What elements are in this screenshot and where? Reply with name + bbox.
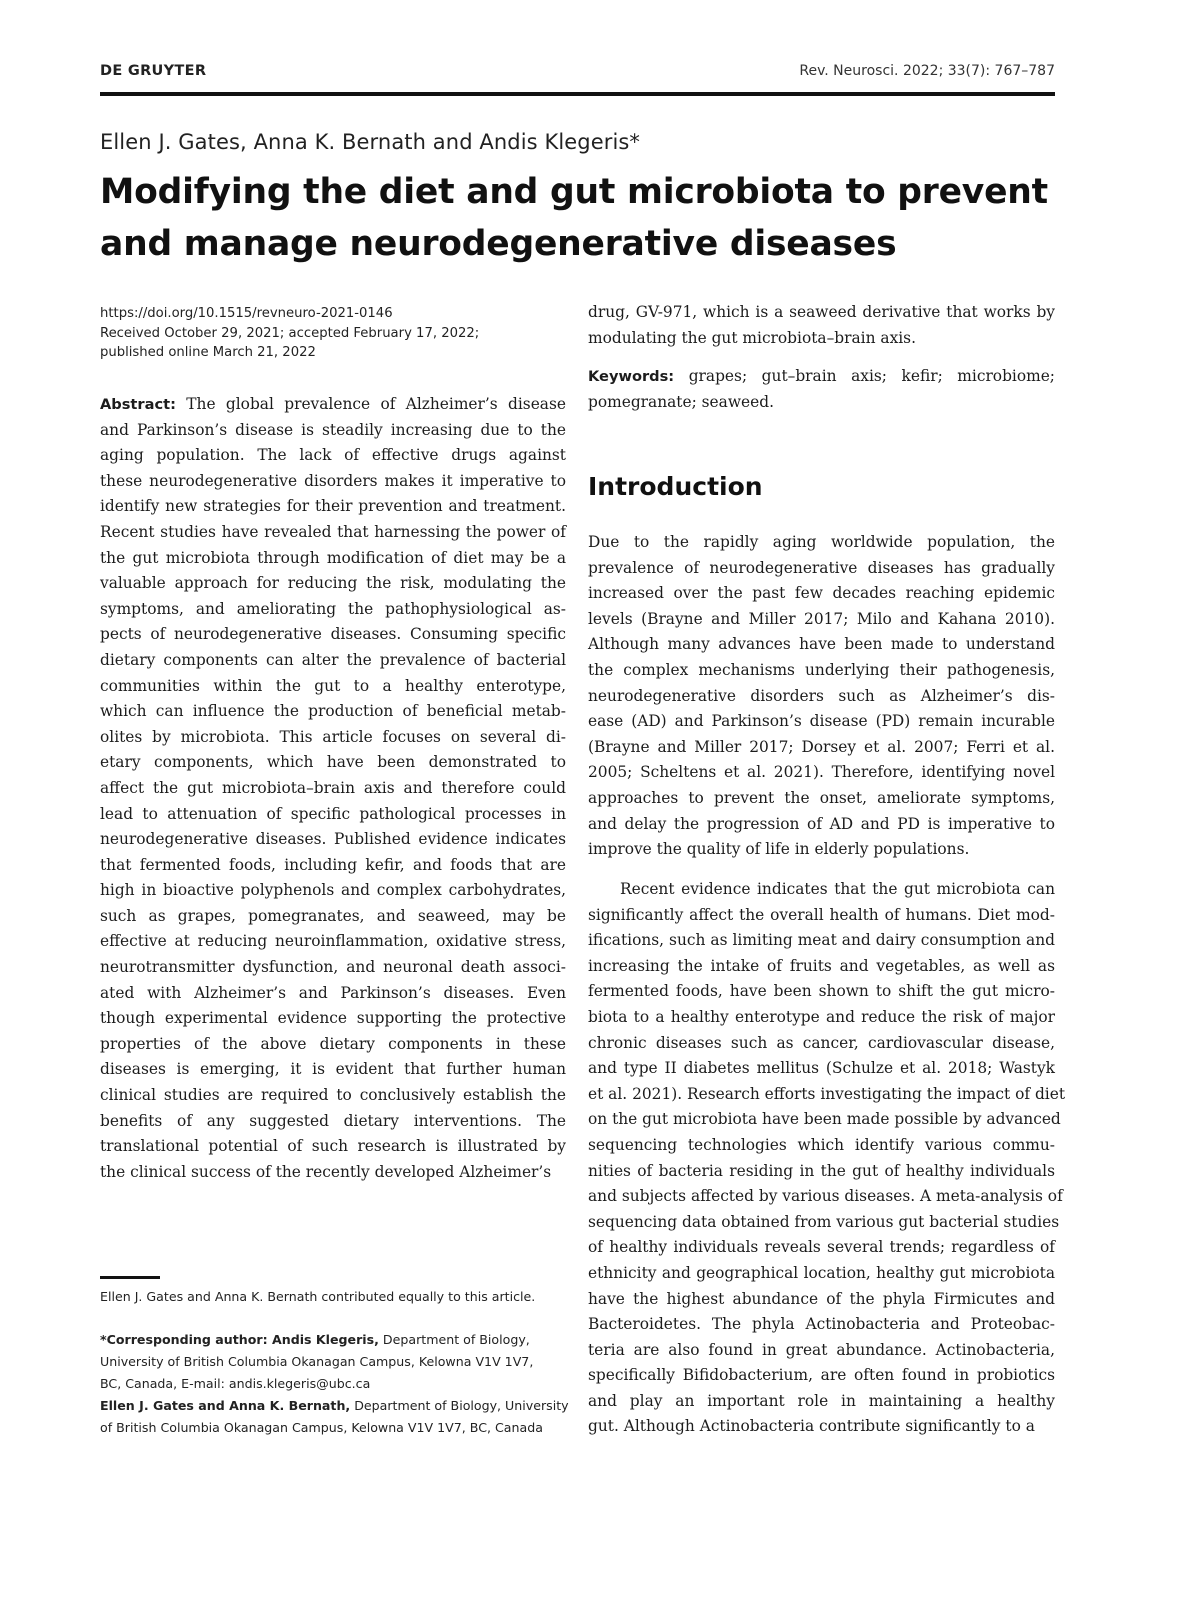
- text-line: translational potential of such research is illustrated by: [100, 1137, 566, 1156]
- text-line: diseases is emerging, it is evident that further human: [100, 1060, 566, 1079]
- title-line: Modifying the diet and gut microbiota to prevent: [100, 172, 1048, 212]
- journal-citation: Rev. Neurosci. 2022; 33(7): 767–787: [799, 63, 1055, 79]
- text-line: fermented foods, have been shown to shift the gut micro-: [588, 982, 1055, 1001]
- footnote-line: BC, Canada, E-mail: andis.klegeris@ubc.ca: [100, 1376, 371, 1391]
- text-line: (Brayne and Miller 2017; Dorsey et al. 2007; Ferri et al.: [588, 737, 1055, 756]
- text-line: Bacteroidetes. The phyla Actinobacteria and Proteobac-: [588, 1315, 1055, 1334]
- introduction-paragraph-1: [588, 530, 1055, 863]
- text-line: and Parkinson’s disease is steadily increasing due to the: [100, 420, 566, 439]
- text-line: ease (AD) and Parkinson’s disease (PD) remain incurable: [588, 712, 1055, 731]
- article-meta: [100, 304, 570, 363]
- footnote-line: of British Columbia Okanagan Campus, Kelowna V1V 1V7, BC, Canada: [100, 1420, 543, 1435]
- text-line: approaches to prevent the onset, ameliorate symptoms,: [588, 788, 1055, 807]
- footnote-corresponding-author: [100, 1329, 575, 1395]
- text-line: neurodegenerative diseases. Published evidence indicates: [100, 830, 566, 849]
- keywords-line: pomegranate; seaweed.: [588, 392, 774, 411]
- keywords: [588, 364, 1055, 415]
- affiliation-label: Ellen J. Gates and Anna K. Bernath,: [100, 1398, 351, 1413]
- article-title: [100, 166, 1060, 270]
- footnote-line: University of British Columbia Okanagan Campus, Kelowna V1V 1V7,: [100, 1354, 534, 1369]
- text-line: effective at reducing neuroinflammation, oxidative stress,: [100, 932, 566, 951]
- title-line: and manage neurodegenerative diseases: [100, 224, 897, 264]
- text-line: neurodegenerative disorders such as Alzheimer’s dis-: [588, 686, 1055, 705]
- text-line: aging population. The lack of effective drugs against: [100, 446, 566, 465]
- text-line: and play an important role in maintaining a healthy: [588, 1391, 1055, 1410]
- text-line: symptoms, and ameliorating the pathophysiological as-: [100, 599, 566, 618]
- text-line: of healthy individuals reveals several trends; regardless of: [588, 1238, 1055, 1257]
- footnote-affiliation: [100, 1395, 575, 1439]
- footnote-line: *Corresponding author: Andis Klegeris, Department of Biology,: [100, 1332, 530, 1347]
- text-line: Due to the rapidly aging worldwide population, the: [588, 533, 1055, 551]
- text-line: such as grapes, pomegranates, and seaweed, may be: [100, 906, 566, 925]
- page-header: [100, 63, 1055, 85]
- text-line: sequencing technologies which identify various commu-: [588, 1135, 1055, 1154]
- abstract: [100, 392, 566, 1185]
- text-line: 2005; Scheltens et al. 2021). Therefore, identifying novel: [588, 763, 1055, 782]
- text-line: though experimental evidence supporting the protective: [100, 1009, 566, 1028]
- text-line: and subjects affected by various diseases. A meta-analysis of: [588, 1187, 1063, 1206]
- text-line: neurotransmitter dysfunction, and neuronal death associ-: [100, 958, 566, 977]
- text-line: valuable approach for reducing the risk, modulating the: [100, 574, 566, 593]
- text-line: chronic diseases such as cancer, cardiovascular disease,: [588, 1033, 1055, 1052]
- text-line: that fermented foods, including kefir, and foods that are: [100, 855, 566, 874]
- text-line: increasing the intake of fruits and vegetables, as well as: [588, 956, 1055, 975]
- text-line: improve the quality of life in elderly populations.: [588, 840, 970, 859]
- abstract-body: [100, 418, 566, 1186]
- text-line: Recent studies have revealed that harnessing the power of: [100, 522, 566, 541]
- abstract-label: Abstract:: [100, 396, 176, 413]
- text-line: Although many advances have been made to understand: [588, 635, 1055, 654]
- text-line: properties of the above dietary components in these: [100, 1034, 566, 1053]
- abstract-line: drug, GV-971, which is a seaweed derivative that works by: [588, 303, 1055, 321]
- text-line: teria are also found in great abundance. Actinobacteria,: [588, 1340, 1055, 1359]
- text-line: dietary components can alter the prevalence of bacterial: [100, 650, 566, 669]
- doi-link[interactable]: https://doi.org/10.1515/revneuro-2021-0146: [100, 306, 393, 321]
- text-line: sequencing data obtained from various gut bacterial studies: [588, 1212, 1060, 1231]
- abstract-continuation: [588, 300, 1055, 351]
- footnote-line: Ellen J. Gates and Anna K. Bernath, Department of Biology, University: [100, 1398, 569, 1413]
- text-line: prevalence of neurodegenerative diseases has gradually: [588, 558, 1055, 577]
- text-line: clinical studies are required to conclusively establish the: [100, 1086, 566, 1105]
- section-heading-introduction: Introduction: [588, 472, 763, 501]
- published-date: published online March 21, 2022: [100, 345, 316, 360]
- corresponding-label: *Corresponding author: Andis Klegeris,: [100, 1332, 379, 1347]
- text-line: affect the gut microbiota–brain axis and therefore could: [100, 778, 566, 797]
- text-line: ifications, such as limiting meat and dairy consumption and: [588, 931, 1055, 950]
- publisher-logo: DE GRUYTER: [100, 63, 207, 79]
- author-list: Ellen J. Gates, Anna K. Bernath and Andis Klegeris*: [100, 130, 641, 154]
- footnote-line: Ellen J. Gates and Anna K. Bernath contributed equally to this article.: [100, 1289, 536, 1304]
- keywords-label: Keywords:: [588, 368, 675, 385]
- introduction-paragraph-2: [588, 877, 1066, 1440]
- text-line: the gut microbiota through modification of diet may be a: [100, 548, 566, 567]
- text-line: communities within the gut to a healthy enterotype,: [100, 676, 566, 695]
- footnote-rule: [100, 1276, 160, 1279]
- text-line: nities of bacteria residing in the gut of healthy individuals: [588, 1161, 1055, 1180]
- text-line: and delay the progression of AD and PD is imperative to: [588, 814, 1055, 833]
- text-line: lead to attenuation of specific pathological processes in: [100, 804, 566, 823]
- text-line: gut. Although Actinobacteria contribute significantly to a: [588, 1417, 1035, 1436]
- text-line: benefits of any suggested dietary interventions. The: [100, 1111, 566, 1130]
- text-line: the clinical success of the recently developed Alzheimer’s: [100, 1162, 552, 1181]
- abstract-line: Abstract: The global prevalence of Alzheimer’s disease: [100, 395, 566, 413]
- text-line: these neurodegenerative disorders makes it imperative to: [100, 471, 566, 490]
- text-line: etary components, which have been demonstrated to: [100, 753, 566, 772]
- text-line: have the highest abundance of the phyla Firmicutes and: [588, 1289, 1055, 1308]
- text-line: olites by microbiota. This article focuses on several di-: [100, 727, 566, 746]
- text-line: high in bioactive polyphenols and complex carbohydrates,: [100, 881, 566, 900]
- text-line: which can influence the production of beneficial metab-: [100, 702, 566, 721]
- text-line: et al. 2021). Research efforts investigating the impact of diet: [588, 1084, 1066, 1103]
- text-line: pects of neurodegenerative diseases. Consuming specific: [100, 625, 566, 644]
- abstract-line: modulating the gut microbiota–brain axis.: [588, 328, 916, 347]
- footnote-equal-contribution: [100, 1286, 575, 1308]
- text-line: biota to a healthy enterotype and reduce the risk of major: [588, 1007, 1055, 1026]
- text-line: Recent evidence indicates that the gut microbiota can: [620, 880, 1055, 898]
- received-date: Received October 29, 2021; accepted February 17, 2022;: [100, 325, 480, 341]
- keywords-line: Keywords: grapes; gut–brain axis; kefir; microbiome;: [588, 367, 1055, 385]
- text-line: and type II diabetes mellitus (Schulze et al. 2018; Wastyk: [588, 1059, 1055, 1078]
- text-line: ated with Alzheimer’s and Parkinson’s diseases. Even: [100, 983, 566, 1002]
- text-line: identify new strategies for their prevention and treatment.: [100, 497, 566, 516]
- text-line: increased over the past few decades reaching epidemic: [588, 584, 1055, 603]
- header-rule: [100, 92, 1055, 96]
- text-line: on the gut microbiota have been made possible by advanced: [588, 1110, 1061, 1129]
- text-line: levels (Brayne and Miller 2017; Milo and Kahana 2010).: [588, 609, 1055, 628]
- text-line: significantly affect the overall health of humans. Diet mod-: [588, 905, 1055, 924]
- text-line: ethnicity and geographical location, healthy gut microbiota: [588, 1263, 1055, 1282]
- text-line: specifically Bifidobacterium, are often found in probiotics: [588, 1366, 1055, 1385]
- text-line: the complex mechanisms underlying their pathogenesis,: [588, 660, 1055, 679]
